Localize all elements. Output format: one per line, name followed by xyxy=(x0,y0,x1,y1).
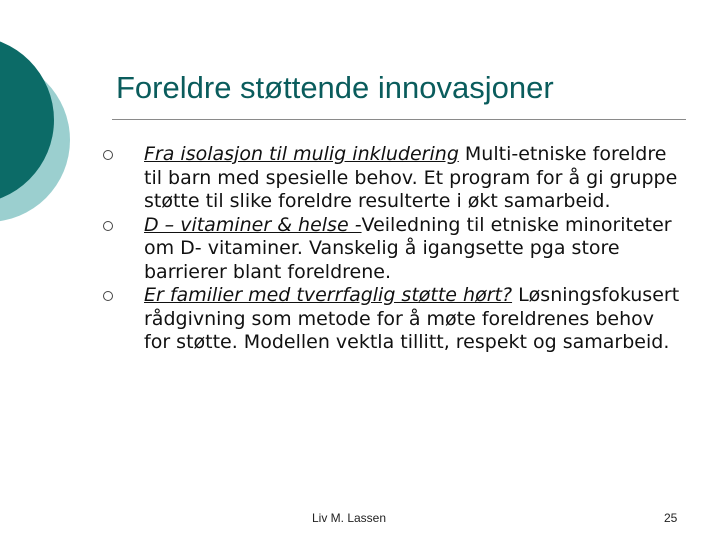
bullet-lead: Fra isolasjon til mulig inkludering xyxy=(144,143,459,165)
footer-author: Liv M. Lassen xyxy=(312,511,387,525)
circle-bullet-icon xyxy=(103,150,113,160)
page-number: 25 xyxy=(664,511,678,525)
bullet-lead: Er familier med tverrfaglig støtte hørt? xyxy=(144,284,513,306)
bullet-item xyxy=(100,284,680,355)
bullet-item xyxy=(100,143,680,214)
title-divider xyxy=(112,119,686,120)
light-teal-circle xyxy=(0,58,70,222)
bullet-lead: D – vitaminer & helse - xyxy=(144,213,362,236)
circle-bullet-icon xyxy=(103,291,113,301)
dark-teal-circle xyxy=(0,36,54,204)
bullet-list xyxy=(100,143,680,355)
bullet-text: Veiledning til etniske minoriteter om D- vitaminer. Vanskelig å igangsette pga store barrierer blant foreldrene. xyxy=(144,213,672,283)
slide-title: Foreldre støttende innovasjoner xyxy=(116,70,554,105)
bullet-text: Multi-etniske foreldre til barn med spesielle behov. Et program for å gi gruppe støtte til slike foreldre resulterte i økt samarbeid. xyxy=(144,143,678,212)
bullet-item xyxy=(100,214,680,285)
bullet-text: Løsningsfokusert rådgivning som metode for å møte foreldrenes behov for støtte. Modellen vektla tillitt, respekt og samarbeid. xyxy=(144,284,680,353)
circle-bullet-icon xyxy=(103,221,113,231)
